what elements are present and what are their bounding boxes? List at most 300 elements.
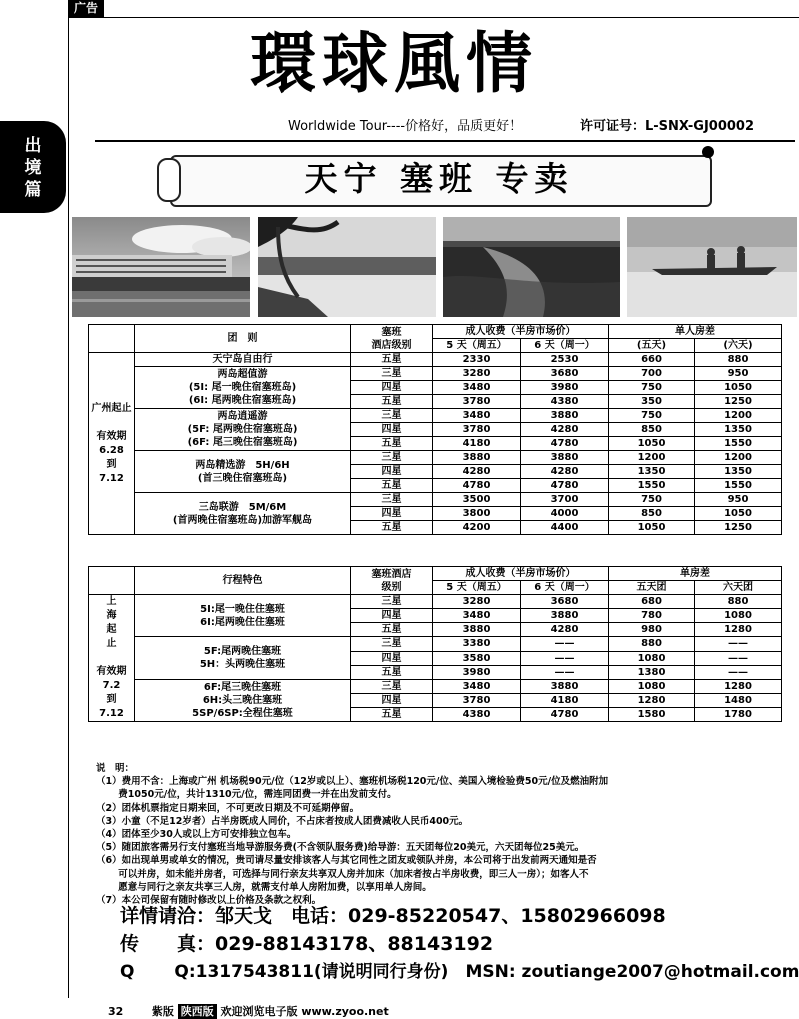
adult-price-header-cell	[433, 325, 609, 339]
price-cell	[521, 623, 609, 637]
hotel-level-header-2: 酒店级别	[371, 339, 412, 351]
price-cell	[609, 465, 695, 479]
price-value: 1200	[637, 452, 666, 463]
price-cell	[351, 465, 433, 479]
price-value: 1480	[724, 695, 752, 706]
price-value: 1580	[637, 709, 666, 720]
price-cell	[433, 665, 521, 679]
group-name: 两岛精选游 5H/6H	[195, 459, 290, 471]
adult-price-header: 成人收费（半房市场价）	[465, 568, 576, 579]
fax-value: 029-88143178、88143192	[215, 933, 494, 955]
price-cell	[521, 409, 609, 423]
price-cell	[351, 694, 433, 708]
group-header: 行程特色	[222, 575, 263, 586]
footer-text[interactable]: 欢迎浏览电子版 www.zyoo.net	[220, 1005, 389, 1018]
price-value: 3980	[550, 382, 579, 393]
price-value: ——	[554, 666, 575, 678]
price-value: 1380	[637, 666, 666, 678]
group-line: 5H：头两晚住塞班	[199, 658, 286, 670]
note-item: （1）费用不含：上海或广州 机场税90元/位（12岁或以上）、塞班机场税120元/位、美国入境检验费50元/位及燃油附加	[96, 776, 609, 788]
price-cell	[351, 651, 433, 665]
group-header: 团 则	[227, 333, 258, 344]
header-days5: 5 天（周五）	[446, 582, 507, 593]
price-value: 850	[641, 508, 662, 519]
price-cell	[609, 423, 695, 437]
price-value: 700	[641, 368, 662, 379]
price-cell	[351, 623, 433, 637]
price-cell	[609, 381, 695, 395]
price-value: 4780	[462, 480, 491, 491]
group-cell	[135, 409, 351, 451]
header-cell-days5	[433, 339, 521, 353]
side-start: 6.28	[99, 444, 124, 456]
shanghai-price-table	[88, 566, 782, 722]
price-value: 4280	[550, 624, 579, 635]
price-cell	[433, 437, 521, 451]
price-value: 3680	[550, 368, 579, 379]
price-cell	[609, 694, 695, 708]
price-cell	[521, 595, 609, 609]
price-cell	[609, 437, 695, 451]
page-number: 32	[108, 1005, 124, 1018]
price-value: ——	[728, 666, 748, 678]
header-days5: 5 天（周五）	[446, 340, 507, 351]
price-value: 850	[641, 424, 662, 435]
price-cell	[521, 465, 609, 479]
table-row	[89, 595, 782, 609]
contact-line-qq	[120, 960, 799, 984]
price-value: 3700	[550, 494, 579, 505]
price-cell	[609, 521, 695, 535]
price-cell	[609, 507, 695, 521]
price-cell	[433, 623, 521, 637]
price-value: 四星	[381, 652, 402, 664]
canoe-photo	[627, 217, 797, 317]
note-item: （6）如出现单男或单女的情况，贵司请尽量安排该客人与其它同性之团友或领队并房，本公司将于出发前两天通知是否	[96, 855, 597, 867]
side-end: 7.12	[99, 472, 124, 484]
price-cell	[351, 353, 433, 367]
group-cell	[135, 367, 351, 409]
price-cell	[351, 395, 433, 409]
price-value: 3880	[550, 410, 579, 421]
price-value: 1080	[637, 652, 666, 664]
group-cell	[135, 451, 351, 493]
price-cell	[609, 493, 695, 507]
price-value: 五星	[381, 666, 402, 678]
price-cell	[695, 409, 782, 423]
price-value: 1550	[637, 480, 666, 491]
price-value: 660	[641, 354, 662, 365]
price-cell	[433, 409, 521, 423]
price-cell	[351, 479, 433, 493]
note-item: （5）随团旅客需另行支付塞班当地导游服务费(不含领队服务费)给导游：五天团每位20美元，六天团每位25美元。	[96, 842, 585, 854]
price-value: 4180	[550, 695, 579, 706]
edition-label: 紫版	[151, 1005, 174, 1018]
header-s6: (六天)	[723, 340, 753, 351]
price-cell	[521, 437, 609, 451]
price-value: 3580	[462, 652, 491, 664]
price-cell	[351, 423, 433, 437]
table-row	[89, 679, 782, 694]
header-cell-days6	[521, 339, 609, 353]
price-value: 3480	[462, 382, 491, 393]
price-value: 1250	[724, 396, 752, 407]
price-cell	[433, 423, 521, 437]
price-cell	[521, 353, 609, 367]
price-cell	[695, 437, 782, 451]
price-value: 三星	[381, 368, 402, 379]
palm-beach-photo	[258, 217, 436, 317]
side-header	[89, 567, 135, 595]
contact-line-person	[120, 904, 666, 928]
price-value: ——	[554, 652, 575, 664]
price-value: 980	[641, 624, 662, 635]
price-value: 五星	[381, 624, 402, 635]
note-item: （2）团体机票指定日期来回，不可更改日期及不可延期停留。	[96, 802, 360, 814]
price-cell	[351, 595, 433, 609]
price-value: 3880	[462, 624, 491, 635]
price-value: 三星	[381, 410, 402, 421]
price-cell	[609, 451, 695, 465]
price-cell	[521, 665, 609, 679]
price-value: 1200	[724, 410, 752, 421]
price-cell	[433, 493, 521, 507]
price-value: 4280	[550, 466, 579, 477]
table-row	[89, 409, 782, 423]
price-value: 3680	[550, 596, 579, 607]
qq-label: Q Q:	[120, 962, 196, 982]
price-cell	[433, 637, 521, 652]
price-value: 四星	[381, 466, 402, 477]
price-cell	[351, 609, 433, 623]
table-row	[89, 493, 782, 507]
single-supplement-header-cell	[609, 325, 782, 339]
price-cell	[695, 367, 782, 381]
price-cell	[609, 353, 695, 367]
price-value: 3280	[462, 596, 491, 607]
price-value: 四星	[381, 424, 402, 435]
price-cell	[609, 595, 695, 609]
price-cell	[521, 381, 609, 395]
price-value: 3480	[462, 410, 491, 421]
contact-line-fax	[120, 932, 493, 956]
contact-value: 邹天戈 电话：029-85220547、15802966098	[215, 905, 666, 927]
header-cell-s5	[609, 581, 695, 595]
table-row	[89, 367, 782, 381]
section-tab-label: 出境篇	[24, 136, 42, 200]
price-cell	[433, 507, 521, 521]
ad-tag: 广告	[68, 0, 104, 17]
price-value: 1250	[724, 522, 752, 533]
header-cell-days5	[433, 581, 521, 595]
price-cell	[433, 395, 521, 409]
price-value: 3880	[462, 452, 491, 463]
note-item: （7）本公司保留有随时修改以上价格及条款之权利。	[96, 895, 322, 907]
side-start: 7.2	[102, 680, 121, 691]
tagline-text: Worldwide Tour----价格好，品质更好！	[288, 119, 523, 134]
contact-label: 详情请洽：	[120, 905, 216, 927]
group-line: (首三晚住宿塞班岛)	[197, 472, 288, 484]
note-item: （4）团体至少30人或以上方可安排独立包车。	[96, 829, 297, 841]
group-line: (首两晚住宿塞班岛)加游军舰岛	[172, 514, 313, 526]
price-cell	[609, 651, 695, 665]
section-tab	[0, 121, 66, 213]
price-cell	[433, 353, 521, 367]
price-value: 3880	[550, 680, 579, 692]
price-cell	[695, 679, 782, 694]
table-row	[89, 637, 782, 652]
side-city-4: 止	[106, 638, 117, 649]
price-cell	[433, 708, 521, 722]
price-cell	[521, 395, 609, 409]
price-value: 750	[641, 382, 662, 393]
price-value: 2530	[550, 354, 579, 365]
price-value: 五星	[381, 438, 402, 449]
price-cell	[695, 395, 782, 409]
price-cell	[521, 493, 609, 507]
group-line: (5F: 尾两晚住宿塞班岛)	[187, 424, 298, 435]
price-value: 四星	[381, 382, 402, 393]
price-value: 1050	[724, 382, 752, 393]
tagline	[288, 115, 768, 133]
price-value: 五星	[381, 522, 402, 533]
price-value: 4780	[550, 438, 579, 449]
price-cell	[609, 623, 695, 637]
adult-price-header: 成人收费（半房市场价）	[465, 326, 576, 337]
price-value: 3500	[462, 494, 491, 505]
price-cell	[433, 521, 521, 535]
price-cell	[351, 521, 433, 535]
price-value: 1350	[637, 466, 666, 477]
price-cell	[695, 479, 782, 493]
price-cell	[695, 423, 782, 437]
price-cell	[351, 367, 433, 381]
price-cell	[695, 507, 782, 521]
price-cell	[351, 451, 433, 465]
price-value: 1780	[724, 709, 752, 720]
price-cell	[433, 595, 521, 609]
notes-section	[96, 762, 796, 907]
price-value: 3380	[462, 638, 491, 650]
note-item: 愿意与同行之亲友共享三人房，就需支付单人房附加费，以享用单人房间。	[96, 881, 432, 893]
price-cell	[609, 609, 695, 623]
qq-value: 1317543811(请说明同行身份) MSN: zoutiange2007@hotmail.com	[195, 962, 799, 982]
price-cell	[695, 665, 782, 679]
route-side-cell	[89, 353, 135, 535]
fax-label: 传 真：	[120, 933, 216, 955]
price-value: 4280	[550, 424, 579, 435]
group-line: (6F: 尾三晚住宿塞班岛)	[187, 437, 298, 448]
price-cell	[433, 679, 521, 694]
group-line: 6F:尾三晚住塞班	[203, 681, 282, 693]
note-item: 费1050元/位，共计1310元/位，需连同团费一并在出发前支付。	[96, 789, 397, 801]
header-days6: 6 天（周一）	[534, 582, 595, 593]
group-name: 两岛逍遥游	[217, 411, 268, 422]
price-value: 880	[641, 638, 662, 650]
beach-hotel-photo	[72, 217, 250, 317]
price-value: 3880	[550, 610, 579, 621]
price-value: 3280	[462, 368, 491, 379]
group-line: 6I:尾两晚住住塞班	[200, 616, 285, 628]
price-value: 780	[641, 610, 662, 621]
header-cell-days6	[521, 581, 609, 595]
price-cell	[695, 651, 782, 665]
single-supplement-header: 单人房差	[675, 326, 715, 337]
group-line: (6I: 尾两晚住宿塞班岛)	[188, 395, 297, 406]
group-name: 天宁岛自由行	[212, 354, 273, 365]
price-value: 4380	[550, 396, 579, 407]
price-cell	[521, 521, 609, 535]
price-value: 三星	[381, 596, 402, 607]
group-cell	[135, 353, 351, 367]
price-cell	[695, 493, 782, 507]
price-cell	[351, 679, 433, 694]
price-cell	[433, 609, 521, 623]
price-cell	[695, 451, 782, 465]
price-value: 三星	[381, 494, 402, 505]
table-row	[89, 451, 782, 465]
price-cell	[433, 651, 521, 665]
hotel-level-header-cell	[351, 567, 433, 595]
header-divider	[95, 140, 795, 142]
side-city-2: 海	[106, 610, 117, 621]
price-value: 3800	[462, 508, 491, 519]
price-cell	[609, 479, 695, 493]
header-s6: 六天团	[723, 582, 753, 593]
side-valid: 有效期	[96, 430, 127, 442]
price-value: ——	[728, 638, 748, 650]
price-value: 1200	[724, 452, 752, 463]
price-cell	[695, 609, 782, 623]
price-cell	[609, 679, 695, 694]
price-value: 4780	[550, 480, 579, 491]
price-value: 3480	[462, 610, 491, 621]
price-cell	[695, 694, 782, 708]
group-line: 5I:尾一晚住住塞班	[200, 603, 285, 615]
hotel-level-header-2: 级别	[381, 581, 402, 593]
note-item: 可以并房，如未能并房者，可选择与同行亲友共享双人房并加床（加床者按占半房收费，即三人一房）；如客人不	[96, 868, 589, 880]
header-s5: (五天)	[636, 340, 667, 351]
price-cell	[351, 708, 433, 722]
price-value: 3980	[462, 666, 491, 678]
price-value: 680	[641, 596, 662, 607]
header-days6: 6 天（周一）	[534, 340, 595, 351]
note-item: （3）小童（不足12岁者）占半房既成人同价，不占床者按成人团费减收人民币400元。	[96, 815, 469, 827]
notes-title: 说 明：	[96, 763, 135, 774]
single-supplement-header: 单房差	[680, 568, 710, 579]
brand-logo: 環球風情	[250, 24, 538, 102]
price-value: 750	[641, 410, 662, 421]
price-value: 3780	[462, 396, 491, 407]
brand-badge: 陕西版	[178, 1004, 217, 1019]
side-to: 到	[106, 694, 117, 705]
header-cell-s6	[695, 339, 782, 353]
price-cell	[351, 507, 433, 521]
price-value: 1050	[637, 522, 666, 533]
price-value: 1350	[724, 424, 752, 435]
header-s5: 五天团	[636, 582, 667, 593]
side-city-1: 上	[106, 596, 117, 607]
price-cell	[695, 623, 782, 637]
price-cell	[351, 637, 433, 652]
price-value: 880	[727, 596, 749, 607]
price-cell	[521, 637, 609, 652]
price-cell	[695, 595, 782, 609]
side-end: 7.12	[99, 708, 124, 719]
price-cell	[695, 521, 782, 535]
price-value: 五星	[381, 709, 402, 720]
price-cell	[695, 708, 782, 722]
price-value: 880	[727, 354, 749, 365]
price-value: 1550	[724, 438, 752, 449]
price-cell	[433, 381, 521, 395]
price-cell	[521, 367, 609, 381]
group-header-cell	[135, 325, 351, 353]
price-value: 3480	[462, 680, 491, 692]
price-value: 1080	[724, 610, 752, 621]
price-value: 1080	[637, 680, 666, 692]
price-value: 五星	[381, 354, 402, 365]
price-cell	[433, 694, 521, 708]
price-cell	[609, 708, 695, 722]
price-cell	[609, 665, 695, 679]
adult-price-header-cell	[433, 567, 609, 581]
hotel-level-header: 塞班酒店	[371, 568, 412, 580]
price-cell	[521, 651, 609, 665]
price-cell	[351, 437, 433, 451]
price-value: 四星	[381, 610, 402, 621]
group-cell	[135, 595, 351, 637]
price-value: 950	[727, 368, 749, 379]
guangzhou-price-table	[88, 324, 782, 535]
group-cell	[135, 637, 351, 680]
side-to: 到	[106, 458, 117, 470]
price-cell	[695, 465, 782, 479]
price-cell	[609, 395, 695, 409]
price-value: 四星	[381, 508, 402, 519]
side-header	[89, 325, 135, 353]
group-cell	[135, 679, 351, 722]
side-city: 广州起止	[91, 402, 132, 414]
price-cell	[695, 353, 782, 367]
price-value: 四星	[381, 695, 402, 706]
route-side-cell	[89, 595, 135, 722]
side-city-3: 起	[106, 624, 117, 635]
price-value: 1280	[724, 680, 752, 692]
price-value: 4780	[550, 709, 579, 720]
price-value: 1350	[724, 466, 752, 477]
hotel-level-header-cell	[351, 325, 433, 353]
price-cell	[609, 367, 695, 381]
price-cell	[695, 637, 782, 652]
group-line: 5F:尾两晚住塞班	[203, 645, 282, 657]
price-value: 750	[641, 494, 662, 505]
single-supplement-header-cell	[609, 567, 782, 581]
group-line: 6H:头三晚住塞班	[202, 694, 283, 706]
price-value: 1050	[637, 438, 666, 449]
price-cell	[351, 381, 433, 395]
price-value: 三星	[381, 452, 402, 463]
price-value: 4180	[462, 438, 491, 449]
price-value: ——	[554, 638, 575, 650]
price-cell	[521, 451, 609, 465]
price-value: 4380	[462, 709, 491, 720]
price-cell	[521, 479, 609, 493]
banner-title: 天宁 塞班 专卖	[304, 159, 574, 198]
price-value: 1280	[724, 624, 752, 635]
price-value: ——	[728, 652, 748, 664]
group-name: 两岛超值游	[217, 369, 268, 380]
